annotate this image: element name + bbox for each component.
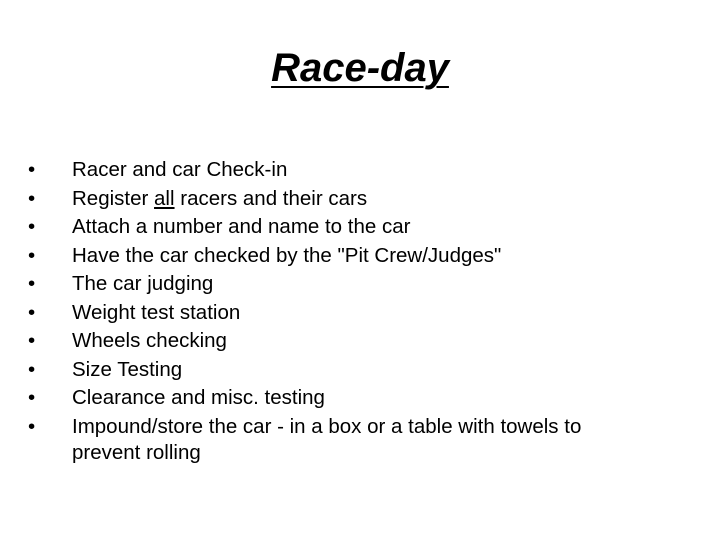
list-item-text: Size Testing [72, 357, 183, 381]
bullet-icon: • [28, 186, 36, 210]
slide-title: Race-day [271, 46, 449, 90]
list-item [28, 299, 688, 328]
bullet-icon: • [28, 300, 36, 324]
bullet-list [28, 156, 688, 465]
list-item-text-post: racers and their cars [174, 186, 368, 210]
list-item-text: Wheels checking [72, 329, 227, 352]
bullet-icon: • [28, 357, 36, 381]
list-item-text: Clearance and misc. testing [72, 386, 325, 409]
bullet-icon: • [28, 329, 36, 352]
bullet-icon: • [28, 243, 36, 267]
list-item [28, 156, 688, 185]
bullet-icon: • [28, 272, 36, 295]
list-item-text: Racer and car Check-in [72, 158, 288, 181]
list-item-text: Weight test station [72, 300, 241, 324]
list-item [28, 384, 688, 413]
list-item [28, 185, 688, 214]
list-item [28, 242, 688, 271]
bullet-icon: • [28, 386, 36, 409]
list-item [28, 270, 688, 299]
list-item-text: Impound/store the car - in a box or a table with towels to [72, 414, 582, 438]
list-item [28, 327, 688, 356]
list-item-text: Attach a number and name to the car [72, 215, 411, 238]
list-item-text: Have the car checked by the "Pit Crew/Judges" [72, 243, 502, 267]
bullet-icon: • [28, 414, 36, 438]
underlined-word: all [154, 186, 175, 210]
list-item [28, 213, 688, 242]
list-item-continuation: prevent rolling [72, 441, 201, 464]
bullet-icon: • [28, 158, 36, 181]
list-item [28, 413, 688, 466]
list-item [28, 356, 688, 385]
list-item-text-pre: Register [72, 186, 155, 210]
list-item-text: The car judging [72, 272, 214, 295]
bullet-icon: • [28, 215, 36, 238]
